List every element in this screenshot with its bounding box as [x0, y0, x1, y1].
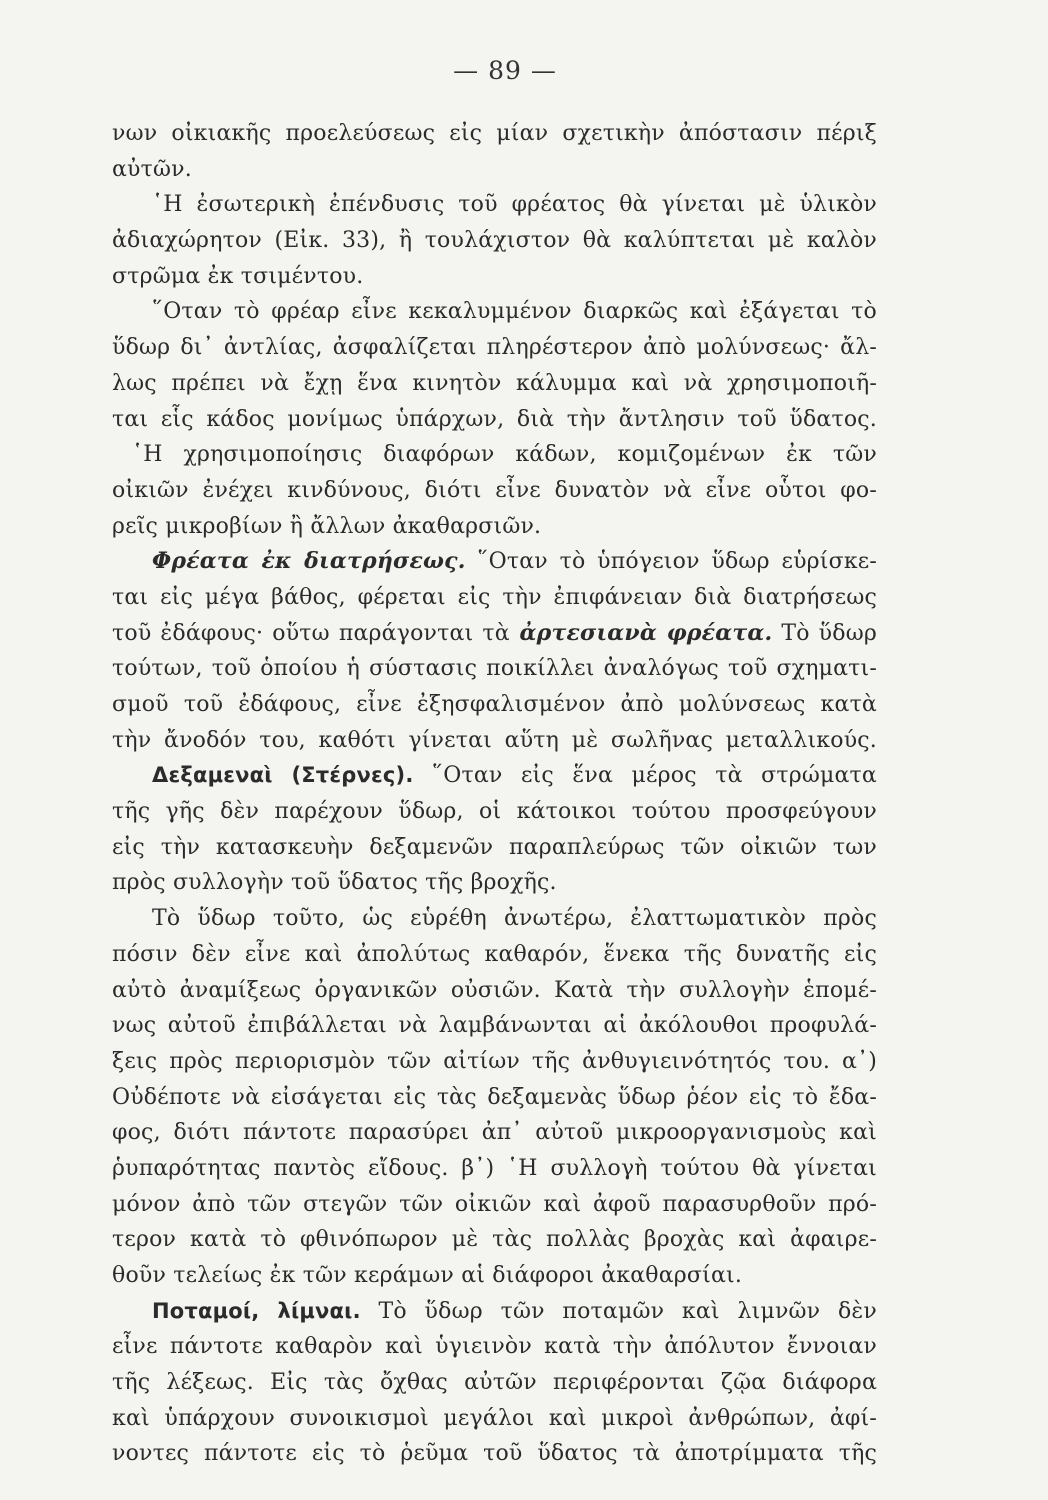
- text-line: [112, 544, 877, 580]
- text-line: τούτων, τοῦ ὁποίου ἡ σύστασις ποικίλλει ἀναλόγως τοῦ σχηματι-: [112, 656, 877, 682]
- text-line: Οὐδέποτε νὰ εἰσάγεται εἰς τὰς δεξαμενὰς ὕδωρ ῥέον εἰς τὸ ἔδα-: [112, 1084, 877, 1110]
- text-line: ται εἰς μέγα βάθος, φέρεται εἰς τὴν ἐπιφάνειαν διὰ διατρήσεως: [112, 584, 877, 610]
- text-line: στρῶμα ἐκ τσιμέντου.: [112, 263, 364, 289]
- text-line: θοῦν τελείως ἐκ τῶν κεράμων αἱ διάφοροι ἀκαθαρσίαι.: [112, 1263, 743, 1288]
- text-span: Τὸ ὕδωρ τῶν ποταμῶν καὶ λιμνῶν δὲν: [360, 1298, 877, 1324]
- text-line: εἶνε πάντοτε καθαρὸν καὶ ὑγιεινὸν κατὰ τὴν ἀπόλυτον ἔννοιαν: [112, 1334, 877, 1360]
- text-span: τοῦ ἐδάφους· οὕτω παράγονται τὰ: [112, 620, 510, 646]
- text-line: εἰς τὴν κατασκευὴν δεξαμενῶν παραπλεύρως τῶν οἰκιῶν των: [112, 834, 877, 860]
- text-line: αὐτὸ ἀναμίξεως ὀργανικῶν οὐσιῶν. Κατὰ τὴν συλλογὴν ἑπομέ-: [112, 977, 877, 1003]
- text-line: ῥυπαρότητας παντὸς εἴδους. β᾿) ῾Η συλλογὴ τούτου θὰ γίνεται: [112, 1155, 877, 1181]
- text-line: μόνον ἀπὸ τῶν στεγῶν τῶν οἰκιῶν καὶ ἀφοῦ παρασυρθοῦν πρό-: [112, 1191, 877, 1217]
- text-line: αὐτῶν.: [112, 156, 192, 182]
- text-line: τερον κατὰ τὸ φθινόπωρον μὲ τὰς πολλὰς βροχὰς καὶ ἀφαιρε-: [112, 1227, 877, 1253]
- text-line: ῞Οταν τὸ φρέαρ εἶνε κεκαλυμμένον διαρκῶς καὶ ἐξάγεται τὸ: [152, 299, 877, 325]
- text-span: ῞Οταν εἰς ἕνα μέρος τὰ στρώματα: [413, 763, 877, 789]
- section-heading-artesian: Φρέατα ἐκ διατρήσεως.: [152, 548, 466, 575]
- text-line: τὴν ἄνοδόν του, καθότι γίνεται αὕτη μὲ σωλῆνας μεταλλικούς.: [112, 727, 877, 753]
- text-span: ῞Οταν τὸ ὑπόγειον ὕδωρ εὑρίσκε-: [465, 549, 877, 575]
- text-line: [112, 1294, 877, 1330]
- text-line: σμοῦ τοῦ ἐδάφους, εἶνε ἐξησφαλισμένον ἀπὸ μολύνσεως κατὰ: [112, 692, 877, 717]
- text-line: ἀδιαχώρητον (Εἰκ. 33), ἢ τουλάχιστον θὰ καλύπτεται μὲ καλὸν: [112, 228, 877, 254]
- text-line: καὶ ὑπάρχουν συνοικισμοὶ μεγάλοι καὶ μικροὶ ἀνθρώπων, ἀφί-: [112, 1405, 877, 1431]
- text-line: οἰκιῶν ἐνέχει κινδύνους, διότι εἶνε δυνατὸν νὰ εἶνε οὗτοι φο-: [112, 477, 877, 503]
- section-heading-rivers: Ποταμοί, λίμναι.: [152, 1298, 361, 1323]
- text-span: Τὸ ὕδωρ: [772, 620, 877, 646]
- text-line: ὕδωρ δι᾿ ἀντλίας, ἀσφαλίζεται πληρέστερον ἀπὸ μολύνσεως· ἄλ-: [112, 335, 877, 361]
- text-line: Τὸ ὕδωρ τοῦτο, ὡς εὑρέθη ἀνωτέρω, ἐλαττωματικὸν πρὸς: [152, 906, 877, 932]
- page-number: — 89 —: [453, 56, 557, 85]
- text-line: ῾Η χρησιμοποίησις διαφόρων κάδων, κομιζομένων ἐκ τῶν: [132, 442, 877, 468]
- text-line: νοντες πάντοτε εἰς τὸ ῥεῦμα τοῦ ὕδατος τὰ ἀποτρίμματα τῆς: [112, 1441, 877, 1467]
- emphasis-term: ἀρτεσιανὰ φρέατα.: [509, 619, 773, 646]
- section-heading-cisterns: Δεξαμεναὶ (Στέρνες).: [152, 763, 414, 788]
- text-line: [112, 758, 877, 794]
- text-line: νων οἰκιακῆς προελεύσεως εἰς μίαν σχετικὴν ἀπόστασιν πέριξ: [112, 121, 877, 146]
- text-line: ται εἷς κάδος μονίμως ὑπάρχων, διὰ τὴν ἄντλησιν τοῦ ὕδατος.: [112, 406, 877, 432]
- text-line: ρεῖς μικροβίων ἢ ἄλλων ἀκαθαρσιῶν.: [112, 513, 542, 539]
- text-line: ξεις πρὸς περιορισμὸν τῶν αἰτίων τῆς ἀνθυγιεινότητός του. α᾿): [112, 1048, 877, 1074]
- text-line: πρὸς συλλογὴν τοῦ ὕδατος τῆς βροχῆς.: [112, 870, 557, 896]
- text-line: ῾Η ἐσωτερικὴ ἐπένδυσις τοῦ φρέατος θὰ γίνεται μὲ ὑλικὸν: [152, 192, 877, 218]
- text-line: τῆς γῆς δὲν παρέχουν ὕδωρ, οἱ κάτοικοι τούτου προσφεύγουν: [112, 799, 877, 825]
- body-text: [112, 116, 877, 1472]
- text-line: φος, διότι πάντοτε παρασύρει ἀπ᾿ αὐτοῦ μικροοργανισμοὺς καὶ: [112, 1120, 877, 1146]
- text-line: [112, 616, 877, 652]
- text-line: λως πρέπει νὰ ἔχῃ ἕνα κινητὸν κάλυμμα καὶ νὰ χρησιμοποιῆ-: [112, 370, 877, 396]
- text-line: τῆς λέξεως. Εἰς τὰς ὄχθας αὐτῶν περιφέρονται ζῷα διάφορα: [112, 1370, 877, 1396]
- text-line: πόσιν δὲν εἶνε καὶ ἀπολύτως καθαρόν, ἕνεκα τῆς δυνατῆς εἰς: [112, 941, 877, 967]
- text-line: νως αὐτοῦ ἐπιβάλλεται νὰ λαμβάνωνται αἱ ἀκόλουθοι προφυλά-: [112, 1013, 877, 1039]
